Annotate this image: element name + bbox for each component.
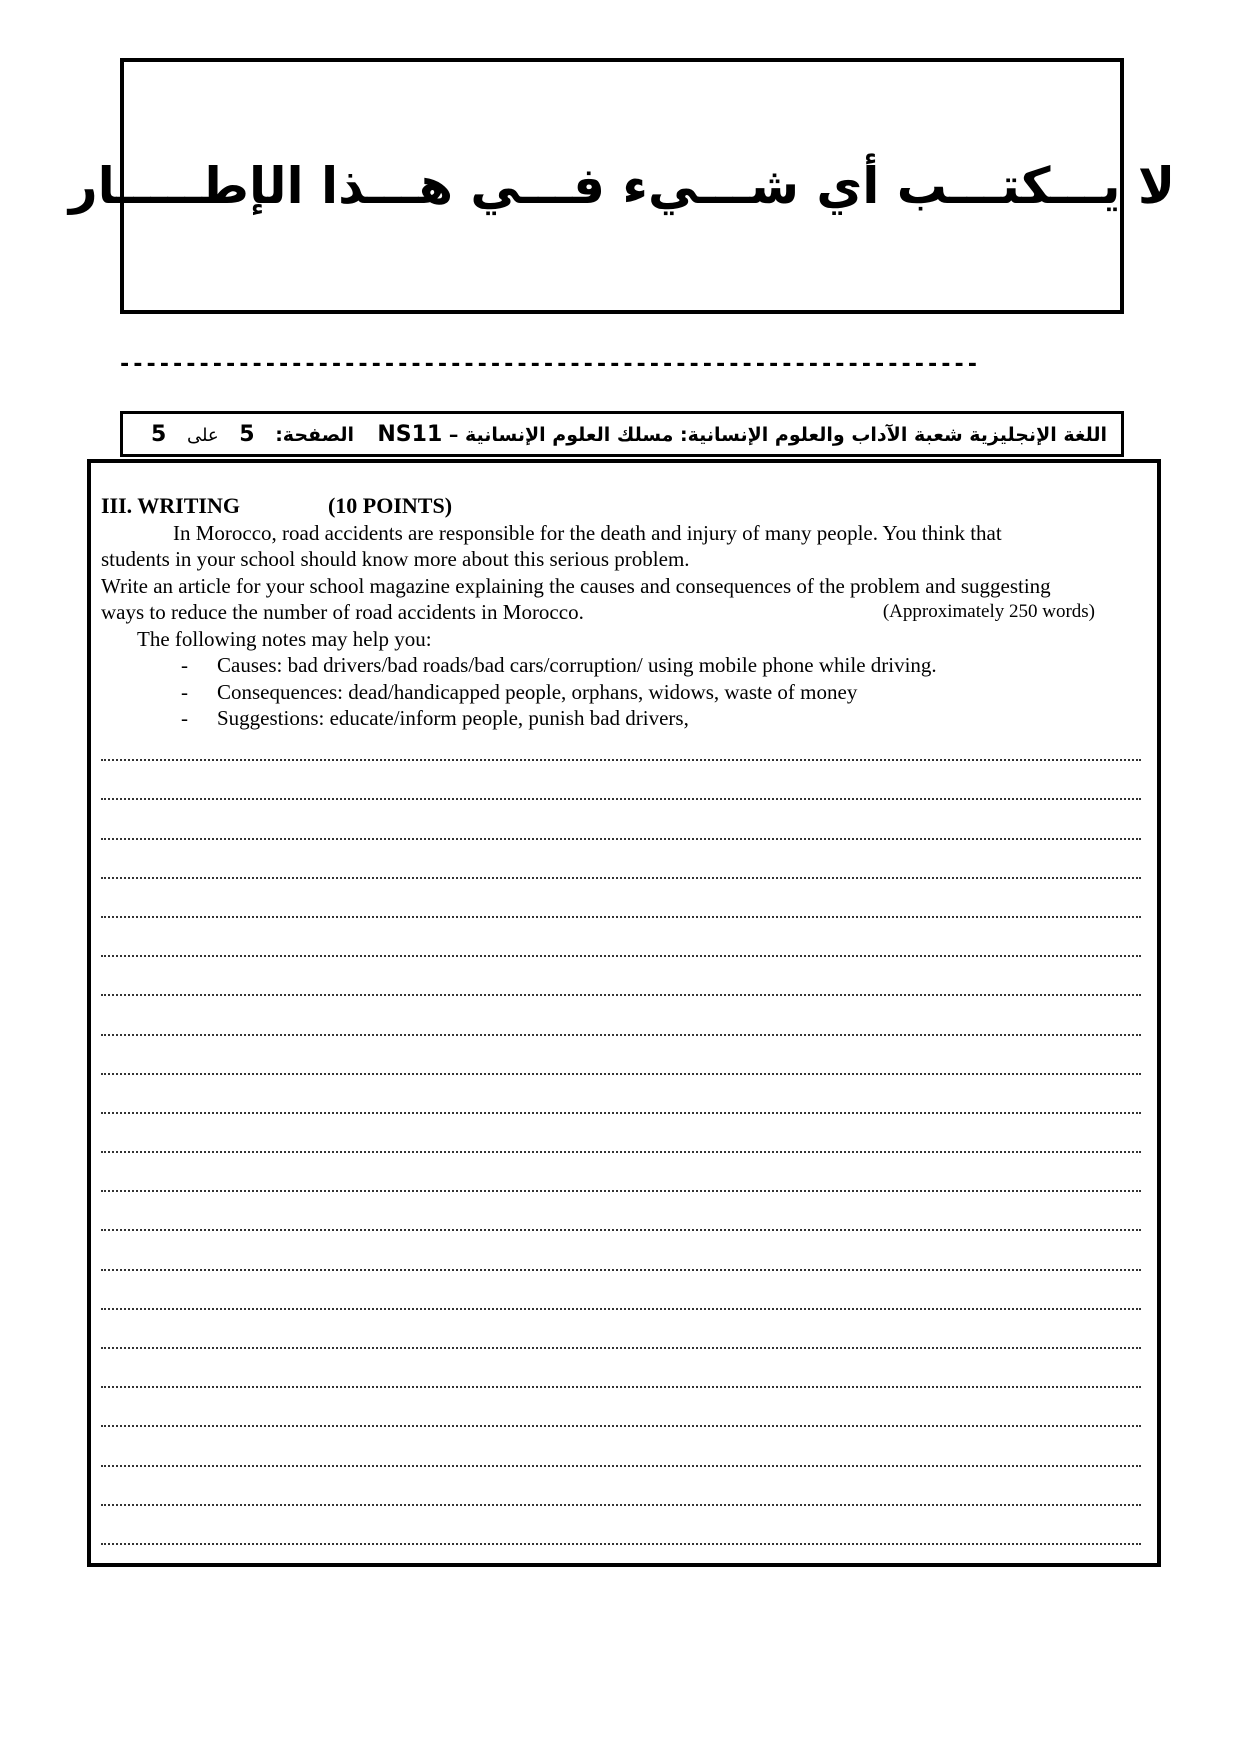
answer-line[interactable] (101, 800, 1141, 839)
answer-line[interactable] (101, 1192, 1141, 1231)
no-write-notice: لا يـــكتـــب أي شـــيء فـــي هـــذا الإطـــــار (68, 157, 1176, 215)
notes-intro: The following notes may help you: (137, 626, 432, 651)
word-count: (Approximately 250 words) (882, 601, 1095, 622)
notes-list (101, 652, 1155, 732)
task-text: ways to reduce the number of road accidents in Morocco. (101, 600, 584, 624)
answer-line[interactable] (101, 1114, 1141, 1153)
page-label: الصفحة: (275, 424, 355, 446)
answer-line[interactable] (101, 1427, 1141, 1466)
answer-line[interactable] (101, 1349, 1141, 1388)
page-indicator (137, 422, 354, 447)
answer-line[interactable] (101, 1506, 1141, 1545)
task-line-2 (101, 599, 1155, 626)
writing-section (87, 459, 1161, 1567)
answer-line[interactable] (101, 1310, 1141, 1349)
answer-line[interactable] (101, 1153, 1141, 1192)
note-item: - Causes: bad drivers/bad roads/bad cars/corruption/ using mobile phone while driving. (181, 652, 1155, 679)
answer-line[interactable] (101, 761, 1141, 800)
exam-header (120, 411, 1124, 457)
writing-instructions (101, 493, 1155, 732)
answer-line[interactable] (101, 1271, 1141, 1310)
exam-code: NS11 (377, 422, 443, 447)
header-subject (377, 422, 1107, 447)
answer-line[interactable] (101, 722, 1141, 761)
cut-line: ----------------------------------------------------------------- (118, 352, 979, 377)
note-item: - Suggestions: educate/inform people, punish bad drivers, (181, 705, 1155, 732)
answer-line[interactable] (101, 840, 1141, 879)
answer-line[interactable] (101, 1075, 1141, 1114)
intro-line-1: In Morocco, road accidents are responsible for the death and injury of many people. You think that (173, 520, 1002, 545)
answer-line[interactable] (101, 918, 1141, 957)
of-label: على (186, 425, 219, 446)
answer-line[interactable] (101, 1231, 1141, 1270)
task-line-1: Write an article for your school magazine explaining the causes and consequences of the problem and suggesting (101, 573, 1051, 598)
section-title (101, 493, 1155, 520)
total-pages: 5 (151, 422, 167, 447)
page-number: 5 (239, 422, 255, 447)
section-heading: III. WRITING (101, 493, 240, 518)
answer-line[interactable] (101, 1467, 1141, 1506)
answer-line[interactable] (101, 957, 1141, 996)
answer-line[interactable] (101, 996, 1141, 1035)
intro-line-2: students in your school should know more about this serious problem. (101, 547, 690, 571)
answer-area[interactable] (101, 722, 1141, 1545)
subject-text: اللغة الإنجليزية شعبة الآداب والعلوم الإنسانية: مسلك العلوم الإنسانية – (448, 424, 1107, 446)
answer-line[interactable] (101, 1036, 1141, 1075)
answer-line[interactable] (101, 1388, 1141, 1427)
answer-line[interactable] (101, 879, 1141, 918)
section-points: (10 POINTS) (327, 493, 453, 518)
no-write-box (68, 58, 1176, 314)
note-item: - Consequences: dead/handicapped people, orphans, widows, waste of money (181, 679, 1155, 706)
